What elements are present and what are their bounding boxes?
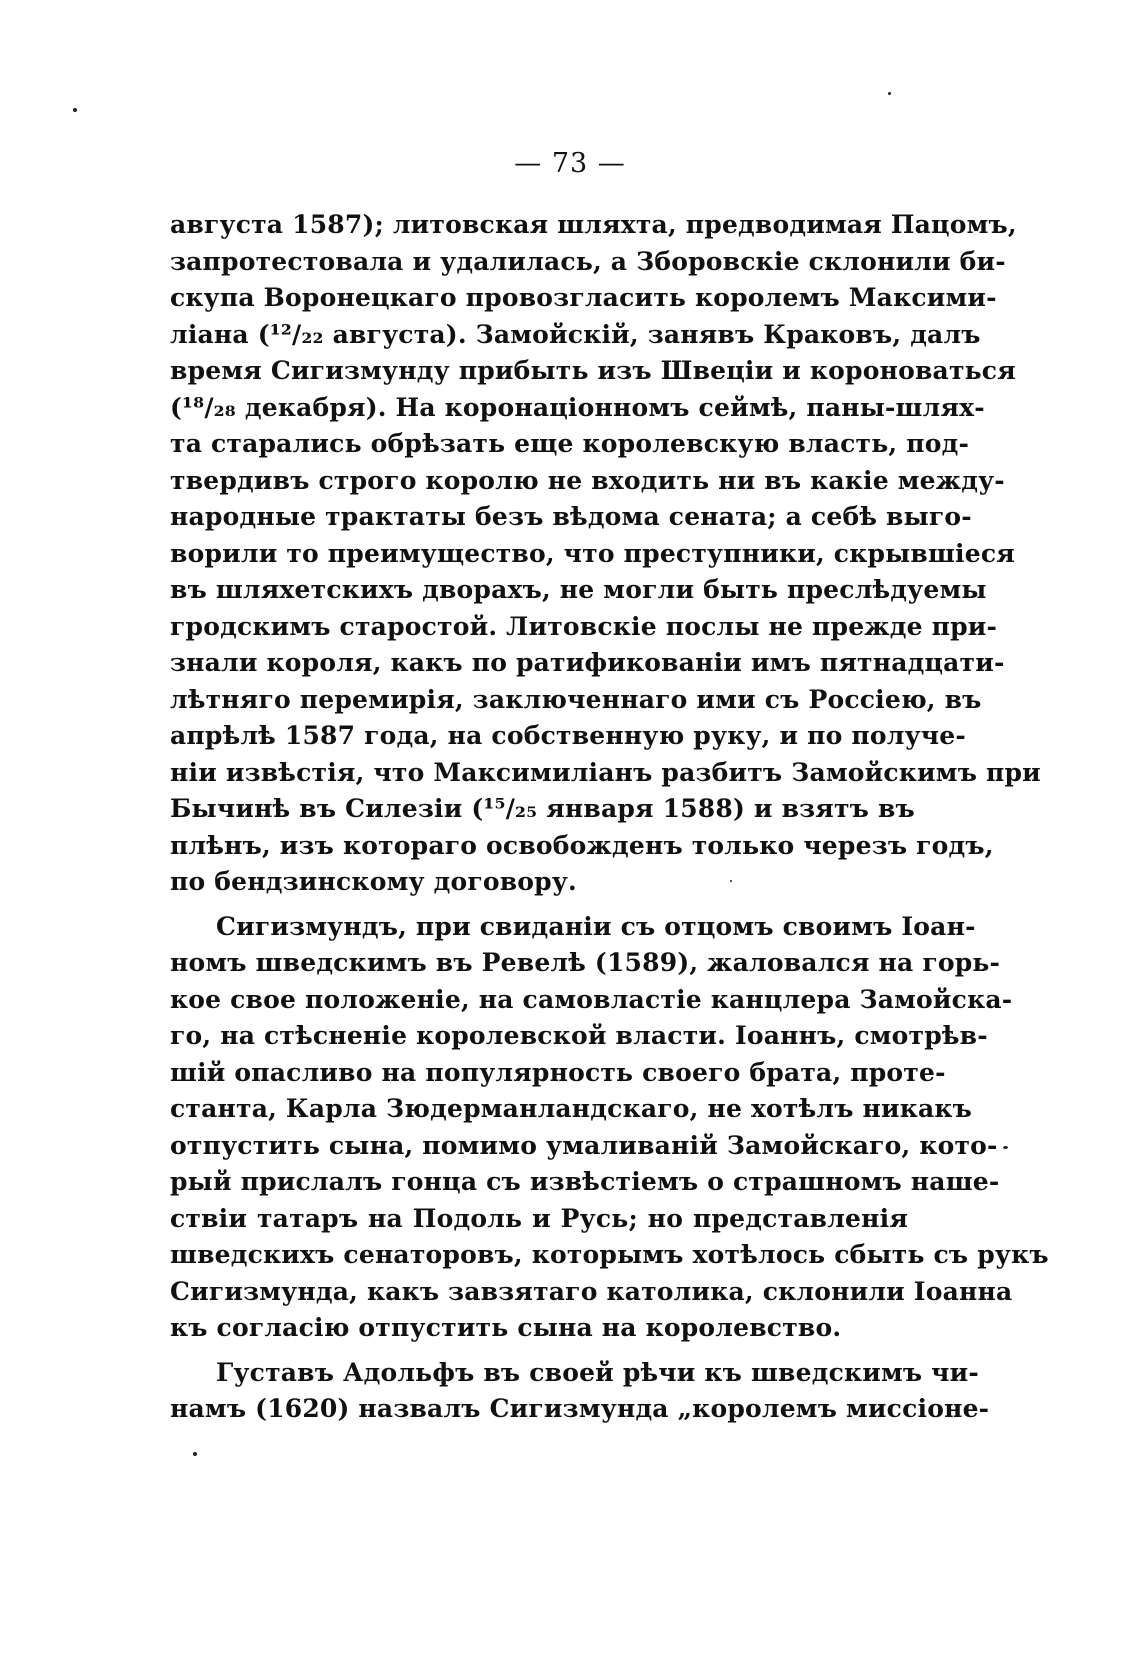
text-line: Бычинѣ въ Силезiи (¹⁵/₂₅ января 1588) и взятъ въ	[170, 794, 915, 823]
paragraph-2	[170, 909, 1049, 1347]
scan-speck	[888, 92, 891, 95]
text-line: августа 1587); литовская шляхта, предводимая Пацомъ,	[170, 210, 1017, 239]
text-line: запротестовала и удалилась, а Зборовскiе склонили би-	[170, 246, 1006, 276]
text-line: го, на стѣсненiе королевской власти. Iоаннъ, смотрѣв-	[170, 1021, 988, 1050]
text-line: гродскимъ старостой. Литовскiе послы не прежде при-	[170, 611, 998, 641]
text-line: намъ (1620) назвалъ Сигизмунда „королемъ миссiоне-	[170, 1394, 990, 1423]
text-line: Сигизмунда, какъ завзятаго католика, склонили Iоанна	[170, 1276, 1013, 1306]
text-line: кое свое положенiе, на самовластiе канцлера Замойска-	[170, 984, 1013, 1014]
text-line: ворили то преимущество, что преступники, скрывшiеся	[170, 538, 1015, 568]
text-line: скупа Воронецкаго провозгласить королемъ Максими-	[170, 283, 997, 312]
scan-speck	[193, 1452, 197, 1456]
paragraph-gap	[170, 1347, 908, 1355]
text-line: ствiи татаръ на Подоль и Русь; но представленiя	[170, 1203, 908, 1233]
text-line: рый прислалъ гонца съ извѣстiемъ о страшномъ наше-	[170, 1167, 1000, 1196]
text-line: шведскихъ сенаторовъ, которымъ хотѣлось сбыть съ рукъ	[170, 1240, 1049, 1269]
text-line: въ шляхетскихъ дворахъ, не могли быть преслѣдуемы	[170, 575, 987, 604]
text-line: лiана (¹²/₂₂ августа). Замойскiй, занявъ Краковъ, далъ	[170, 319, 981, 349]
text-line: та старались обрѣзать еще королевскую власть, под-	[170, 429, 970, 458]
text-line: Густавъ Адольфъ въ своей рѣчи къ шведскимъ чи-	[216, 1357, 979, 1387]
body-text	[170, 207, 1049, 1428]
paragraph-3	[170, 1355, 990, 1428]
text-line: къ согласiю отпустить сына на королевство.	[170, 1313, 842, 1342]
text-line: номъ шведскимъ въ Ревелѣ (1589), жаловался на горь-	[170, 948, 1001, 977]
scan-speck	[1003, 1146, 1008, 1149]
text-line: плѣнъ, изъ котораго освобожденъ только черезъ годъ,	[170, 830, 994, 860]
text-line: по бендзинскому договору.	[170, 867, 577, 896]
text-line: отпустить сына, помимо умаливанiй Замойскаго, кото-	[170, 1130, 998, 1160]
page-number: — 73 —	[514, 148, 626, 179]
text-line: знали короля, какъ по ратификованiи имъ пятнадцати-	[170, 648, 1005, 677]
text-line: нiи извѣстiя, что Максимилiанъ разбитъ Замойскимъ при	[170, 757, 1041, 787]
text-line: станта, Карла Зюдерманландскаго, не хотѣлъ никакъ	[170, 1094, 973, 1123]
paragraph-1	[170, 207, 1041, 901]
text-line: Сигизмундъ, при свиданiи съ отцомъ своимъ Iоан-	[216, 911, 976, 941]
text-line: время Сигизмунду прибыть изъ Швецiи и короноваться	[170, 356, 1016, 385]
text-line: лѣтняго перемирiя, заключеннаго ими съ Россiею, въ	[170, 684, 982, 714]
scan-speck	[73, 108, 77, 112]
text-line: шiй опасливо на популярность своего брата, проте-	[170, 1057, 946, 1087]
scan-speck	[730, 880, 732, 882]
text-line: твердивъ строго королю не входить ни въ какiе между-	[170, 465, 1005, 495]
text-line: (¹⁸/₂₈ декабря). На коронацiонномъ сеймѣ, паны-шлях-	[170, 392, 985, 422]
text-line: апрѣлѣ 1587 года, на собственную руку, и по получе-	[170, 721, 966, 750]
paragraph-gap	[170, 901, 908, 909]
text-line: народные трактаты безъ вѣдома сената; а себѣ выго-	[170, 502, 972, 531]
